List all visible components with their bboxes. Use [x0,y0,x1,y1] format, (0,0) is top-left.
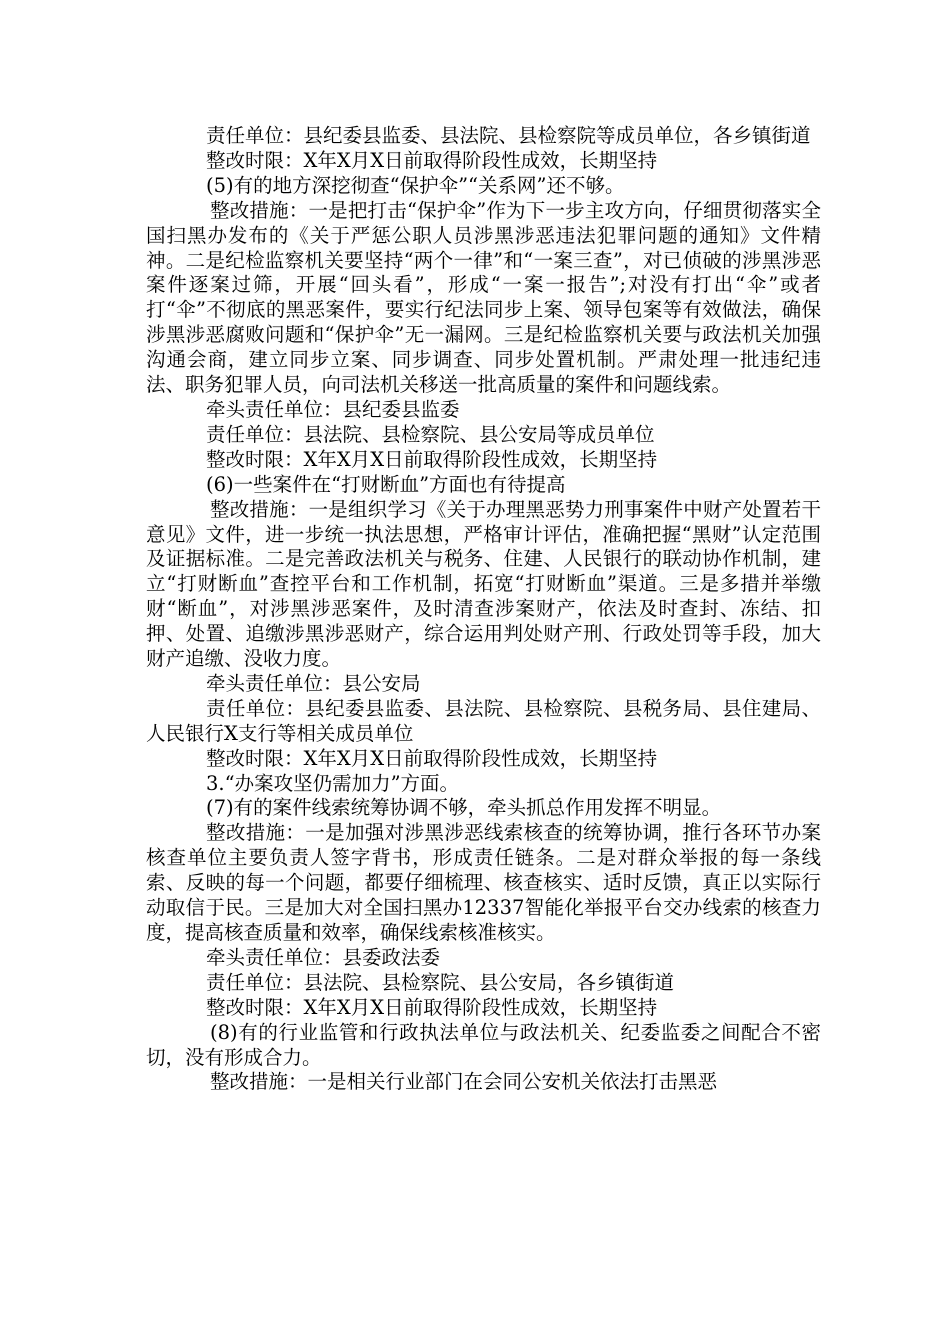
paragraph-deadline: 整改时限：X年X月X日前取得阶段性成效，长期坚持 [206,746,658,770]
paragraph-issue-5: (5)有的地方深挖彻查“保护伞”“关系网”还不够。 [206,173,625,197]
paragraph-deadline: 整改时限：X年X月X日前取得阶段性成效，长期坚持 [206,148,658,172]
paragraph-responsible-units: 责任单位：县纪委县监委、县法院、县检察院等成员单位，各乡镇街道 [206,124,811,147]
paragraph-issue-8: (8)有的行业监管和行政执法单位与政法机关、纪委监委之间配合不密切，没有形成合力。 [146,1020,821,1069]
paragraph-deadline: 整改时限：X年X月X日前取得阶段性成效，长期坚持 [206,995,658,1019]
paragraph-responsible-units: 责任单位：县纪委县监委、县法院、县检察院、县税务局、县住建局、人民银行X支行等相关成员单位 [146,696,821,745]
paragraph-issue-6: (6)一些案件在“打财断血”方面也有待提高 [206,472,566,496]
document-body [146,124,821,1095]
paragraph-lead-unit: 牵头责任单位：县纪委县监委 [206,397,460,421]
paragraph-responsible-units: 责任单位：县法院、县检察院、县公安局等成员单位 [206,422,655,446]
paragraph-measures-8: 整改措施：一是相关行业部门在会同公安机关依法打击黑恶 [210,1070,718,1094]
paragraph-responsible-units: 责任单位：县法院、县检察院、县公安局，各乡镇街道 [206,970,675,994]
paragraph-lead-unit: 牵头责任单位：县委政法委 [206,945,441,969]
paragraph-measures-6: 整改措施：一是组织学习《关于办理黑恶势力刑事案件中财产处置若干意见》文件，进一步统一执法思想，严格审计评估，准确把握“黑财”认定范围及证据标准。二是完善政法机关与税务、住建、人民银行的联动协作机制，建立“打财断血”查控平台和工作机制，拓宽“打财断血”渠道。三是多措并举缴财“断血”，对涉黑涉恶案件，及时清查涉案财产，依法及时查封、冻结、扣押、处置、追缴涉黑涉恶财产，综合运用判处财产刑、行政处罚等手段，加大财产追缴、没收力度。 [146,497,821,671]
paragraph-issue-7: (7)有的案件线索统筹协调不够，牵头抓总作用发挥不明显。 [206,796,722,820]
paragraph-section-heading: 3.“办案攻坚仍需加力”方面。 [206,771,460,795]
paragraph-lead-unit: 牵头责任单位：县公安局 [206,671,421,695]
paragraph-deadline: 整改时限：X年X月X日前取得阶段性成效，长期坚持 [206,447,658,471]
paragraph-measures-7: 整改措施：一是加强对涉黑涉恶线索核查的统筹协调，推行各环节办案核查单位主要负责人签字背书，形成责任链条。二是对群众举报的每一条线索、反映的每一个问题，都要仔细梳理、核查核实、适时反馈，真正以实际行动取信于民。三是加大对全国扫黑办12337智能化举报平台交办线索的核查力度，提高核查质量和效率，确保线索核准核实。 [146,821,821,944]
paragraph-measures-5: 整改措施：一是把打击“保护伞”作为下一步主攻方向，仔细贯彻落实全国扫黑办发布的《关于严惩公职人员涉黑涉恶违法犯罪问题的通知》文件精神。二是纪检监察机关要坚持“两个一律”和“一案三查”，对已侦破的涉黑涉恶案件逐案过筛，开展“回头看”，形成“一案一报告”;对没有打出“伞”或者打“伞”不彻底的黑恶案件，要实行纪法同步上案、领导包案等有效做法，确保涉黑涉恶腐败问题和“保护伞”无一漏网。三是纪检监察机关要与政法机关加强沟通会商，建立同步立案、同步调查、同步处置机制。严肃处理一批违纪违法、职务犯罪人员，向司法机关移送一批高质量的案件和问题线索。 [146,198,821,397]
